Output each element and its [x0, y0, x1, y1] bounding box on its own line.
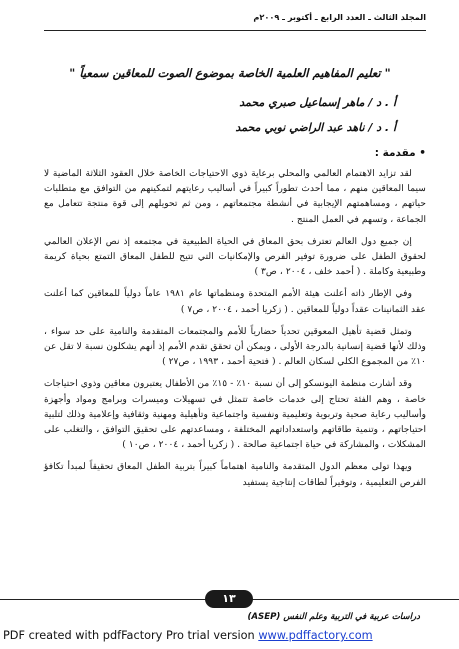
author-1: أ . د / ماهر إسماعيل صبري محمد [239, 96, 396, 109]
paragraph: وتمثل قضية تأهيل المعوقين تحدياً حضارياً للأمم والمجتمعات المتقدمة والنامية على حد سواء ، وذلك لأنها قضية إنسانية بالدرجة الأولى ، ويمكن أن تحقق تقدم الأمم إذ أنهم يشكلون نسبة لا تقل عن ١٠٪ من المجموع الكلي لسكان العالم . ( فتحية أحمد ، ١٩٩٣ ، ص٢٧ ) [44, 325, 426, 368]
running-header: المجلد الثالث ـ العدد الرابع ـ أكتوبر ـ ٢٠٠٩م [253, 12, 426, 22]
watermark-text: PDF created with pdfFactory Pro trial version [3, 629, 259, 642]
paragraph: لقد تزايد الاهتمام العالمي والمحلي برعاية ذوي الاحتياجات الخاصة خلال العقود الثلاثة الماضية لا سيما المعاقين منهم ، مما أحدث تطوراً كبيراً في أساليب رعايتهم لتمكينهم من التوافق مع متطلبات حياتهم ، ومساهمتهم الإيجابية في أنشطة مجتمعاتهم ، ومن ثم تحويلهم إلى قوة منتجة تتعامل مع الجماعة ، وتسهم في العمل المنتج . [44, 168, 426, 225]
paragraph: إن جميع دول العالم تعترف بحق المعاق في الحياة الطبيعية في مجتمعه إذ نص الإعلان العالمي لحقوق الطفل على ضرورة توفير الفرص والإمكانيات التي تتيح للطفل المعاق التمتع بحياة كريمة وطبيعية وكاملة . ( أحمد خلف ، ٢٠٠٤ ، ص٣ ) [44, 235, 426, 278]
page-number-bar [0, 590, 459, 608]
header-divider [44, 30, 426, 31]
author-2: أ . د / ناهد عبد الراضي نوبي محمد [235, 121, 396, 134]
pdf-watermark [3, 629, 373, 642]
section-heading: • مقدمة : [374, 147, 426, 159]
watermark-link[interactable]: www.pdffactory.com [258, 629, 373, 642]
paragraph: ويهذا تولى معظم الدول المتقدمة والنامية اهتماماً كبيراً بتربية الطفل المعاق تحقيقاً لمبدأ تكافؤ الفرص التعليمية ، وتوفيراً لطاقات إنتاجية يستفيد [44, 461, 426, 488]
paragraph: وقد أشارت منظمة اليونسكو إلى أن نسبة ١٠٪ - ١٥٪ من الأطفال يعتبرون معاقين وذوي احتياجات خاصة ، وهم الفئة تحتاج إلى خدمات خاصة تتمثل في تسهيلات وميسرات وبرامج ومواد وأجهزة وأساليب رعاية صحية وتربوية وتعليمية ونفسية واجتماعية وتأهيلية ومهنية وثقافية وإعلامية وذلك لتلبية احتياجاتهم ، وتنمية طاقاتهم واستعداداتهم المختلفة ، ومساعدتهم على تحقيق التوافق ، والتغلب على المشكلات ، والمشاركة في حياة اجتماعية صالحة . ( زكريا أحمد ، ٢٠٠٤ ، ص١٠ ) [44, 378, 426, 451]
paragraph: وفي الإطار ذاته أعلنت هيئة الأمم المتحدة ومنظماتها عام ١٩٨١ عاماً دولياً للمعاقين كما أعلنت عقد الثمانينات عقداً دولياً للمعاقين . ( زكريا أحمد ، ٢٠٠٤ ، ص٧ ) [44, 288, 426, 315]
article-title: " تعليم المفاهيم العلمية الخاصة بموضوع الصوت للمعاقين سمعياً " [69, 66, 391, 80]
article-body [44, 166, 426, 490]
page-number: ١٣ [205, 590, 253, 608]
journal-footer: دراسات عربية في التربية وعلم النفس (ASEP) [247, 612, 420, 622]
